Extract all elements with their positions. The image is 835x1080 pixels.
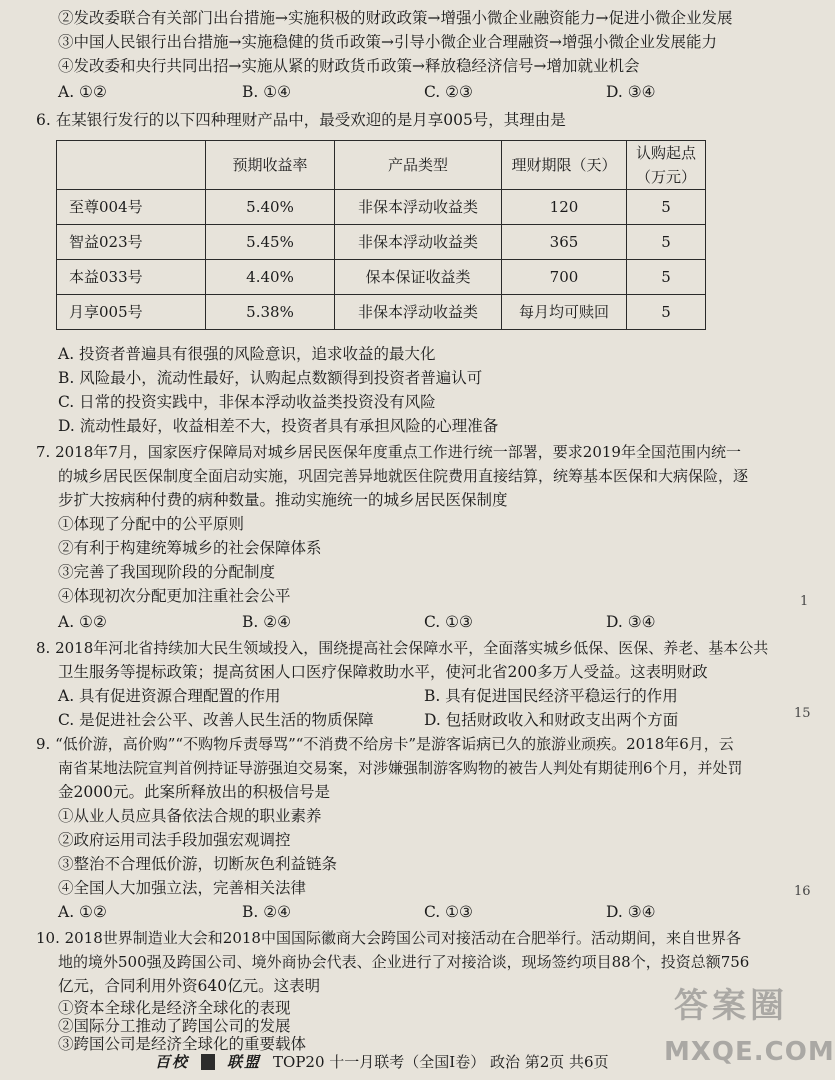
q9-stem-line-3: 金2000元。此案所释放出的积极信号是	[58, 783, 330, 801]
expected-yield: 5.40%	[206, 190, 335, 225]
term-days: 每月均可赎回	[502, 295, 627, 330]
q8-choice-c: C. 是促进社会公平、改善人民生活的物质保障	[58, 711, 374, 729]
q9-answer-choices	[58, 900, 698, 924]
q10-option-1: ①资本全球化是经济全球化的表现	[58, 999, 291, 1017]
q9-choice-d: D. ③④	[606, 903, 656, 921]
q10-option-3: ③跨国公司是经济全球化的重要载体	[58, 1035, 307, 1053]
product-name: 月享005号	[57, 295, 206, 330]
min-subscription: 5	[627, 190, 706, 225]
site-watermark	[660, 986, 835, 1070]
q10-option-2: ②国际分工推动了跨国公司的发展	[58, 1017, 291, 1035]
q7-choice-b: B. ②④	[242, 613, 292, 631]
q9-choice-a: A. ①②	[58, 903, 107, 921]
q7-stem-line-1: 7. 2018年7月，国家医疗保障局对城乡居民医保年度重点工作进行统一部署，要求2019年全国范围内统一	[36, 443, 741, 461]
table-header-cell: 认购起点（万元）	[627, 141, 706, 190]
term-days: 700	[502, 260, 627, 295]
q6-choice-b: B. 风险最小，流动性最好，认购起点数额得到投资者普遍认可	[58, 369, 483, 387]
table-header-row	[57, 141, 706, 190]
margin-number: 15	[794, 706, 811, 721]
min-subscription: 5	[627, 225, 706, 260]
q5-option-2: ②发改委联合有关部门出台措施→实施积极的财政政策→增强小微企业融资能力→促进小微企业发展	[58, 9, 733, 27]
margin-number: 1	[800, 594, 809, 609]
q6-choice-d: D. 流动性最好，收益相差不大，投资者具有承担风险的心理准备	[58, 417, 499, 435]
q8-choice-a: A. 具有促进资源合理配置的作用	[58, 687, 281, 705]
q8-choice-d: D. 包括财政收入和财政支出两个方面	[424, 711, 679, 729]
min-subscription: 5	[627, 295, 706, 330]
q5-answer-choices	[58, 80, 698, 104]
product-type: 非保本浮动收益类	[335, 190, 502, 225]
table-header-cell	[57, 141, 206, 190]
q7-option-4: ④体现初次分配更加注重社会公平	[58, 587, 291, 605]
margin-number: 16	[794, 884, 811, 899]
q7-stem-line-2: 的城乡居民医保制度全面启动实施，巩固完善异地就医住院费用直接结算，统筹基本医保和大病保险，逐	[58, 467, 749, 485]
product-name: 本益033号	[57, 260, 206, 295]
q7-stem-line-3: 步扩大按病种付费的病种数量。推动实施统一的城乡居民医保制度	[58, 491, 508, 509]
q8-answer-row-1	[58, 684, 738, 708]
q7-choice-d: D. ③④	[606, 613, 656, 631]
product-name: 至尊004号	[57, 190, 206, 225]
q7-answer-choices	[58, 610, 698, 634]
product-type: 非保本浮动收益类	[335, 225, 502, 260]
q10-stem-line-2: 地的境外500强及跨国公司、境外商协会代表、企业进行了对接洽谈，现场签约项目88个，投资总额756	[58, 953, 750, 971]
expected-yield: 5.38%	[206, 295, 335, 330]
table-header-cell: 产品类型	[335, 141, 502, 190]
q9-stem-line-2: 南省某地法院宣判首例持证导游强迫交易案，对涉嫌强制游客购物的被告人判处有期徒刑6个月，并处罚	[58, 759, 743, 777]
product-type: 保本保证收益类	[335, 260, 502, 295]
table-row	[57, 190, 706, 225]
table-row	[57, 260, 706, 295]
term-days: 120	[502, 190, 627, 225]
q6-choice-c: C. 日常的投资实践中，非保本浮动收益类投资没有风险	[58, 393, 436, 411]
q9-option-4: ④全国人大加强立法，完善相关法律	[58, 879, 307, 897]
table-row	[57, 225, 706, 260]
q10-stem-line-3: 亿元，合同利用外资640亿元。这表明	[58, 977, 321, 995]
financial-products-table	[56, 140, 706, 330]
q9-stem-line-1: 9. “低价游，高价购”“不购物斥责辱骂”“不消费不给房卡”是游客诟病已久的旅游业顽疾。2018年6月，云	[36, 735, 734, 753]
q9-option-3: ③整治不合理低价游，切断灰色利益链条	[58, 855, 338, 873]
seal-icon	[201, 1054, 215, 1070]
q7-choice-a: A. ①②	[58, 613, 107, 631]
q9-option-2: ②政府运用司法手段加强宏观调控	[58, 831, 291, 849]
q8-stem-line-1: 8. 2018年河北省持续加大民生领域投入，围绕提高社会保障水平，全面落实城乡低保、医保、养老、基本公共	[36, 639, 769, 657]
q8-choice-b: B. 具有促进国民经济平稳运行的作用	[424, 687, 678, 705]
table-header-cell: 预期收益率	[206, 141, 335, 190]
product-name: 智益023号	[57, 225, 206, 260]
q9-option-1: ①从业人员应具备依法合规的职业素养	[58, 807, 322, 825]
q5-choice-d: D. ③④	[606, 83, 656, 101]
watermark-title: 答案圈	[674, 986, 788, 1026]
q5-option-3: ③中国人民银行出台措施→实施稳健的货币政策→引导小微企业合理融资→增强小微企业发展能力	[58, 33, 717, 51]
q7-choice-c: C. ①③	[424, 613, 473, 631]
q6-choice-a: A. 投资者普遍具有很强的风险意识，追求收益的最大化	[58, 345, 436, 363]
min-subscription: 5	[627, 260, 706, 295]
term-days: 365	[502, 225, 627, 260]
q7-option-2: ②有利于构建统筹城乡的社会保障体系	[58, 539, 322, 557]
q5-choice-b: B. ①④	[242, 83, 292, 101]
brand-logo-right: 联盟	[227, 1053, 262, 1071]
q5-choice-c: C. ②③	[424, 83, 473, 101]
q9-choice-c: C. ①③	[424, 903, 473, 921]
q7-option-3: ③完善了我国现阶段的分配制度	[58, 563, 276, 581]
q10-stem-line-1: 10. 2018世界制造业大会和2018中国国际徽商大会跨国公司对接活动在合肥举行。活动期间，来自世界各	[36, 929, 741, 947]
watermark-url: MXQE.COM	[664, 1037, 835, 1067]
q8-stem-line-2: 卫生服务等提标政策；提高贫困人口医疗保障救助水平，使河北省200多万人受益。这表明财政	[58, 663, 708, 681]
q5-choice-a: A. ①②	[58, 83, 107, 101]
q8-answer-row-2	[58, 708, 738, 732]
q9-choice-b: B. ②④	[242, 903, 292, 921]
q5-option-4: ④发改委和央行共同出招→实施从紧的财政货币政策→释放稳经济信号→增加就业机会	[58, 57, 640, 75]
q7-option-1: ①体现了分配中的公平原则	[58, 515, 245, 533]
expected-yield: 5.45%	[206, 225, 335, 260]
page-footer	[155, 1050, 609, 1074]
table-header-cell: 理财期限（天）	[502, 141, 627, 190]
expected-yield: 4.40%	[206, 260, 335, 295]
table-row	[57, 295, 706, 330]
q6-stem: 6. 在某银行发行的以下四种理财产品中，最受欢迎的是月享005号，其理由是	[36, 111, 566, 129]
brand-logo-left: 百校	[155, 1053, 190, 1071]
footer-text: TOP20 十一月联考（全国Ⅰ卷） 政治 第2页 共6页	[273, 1053, 609, 1071]
product-type: 非保本浮动收益类	[335, 295, 502, 330]
